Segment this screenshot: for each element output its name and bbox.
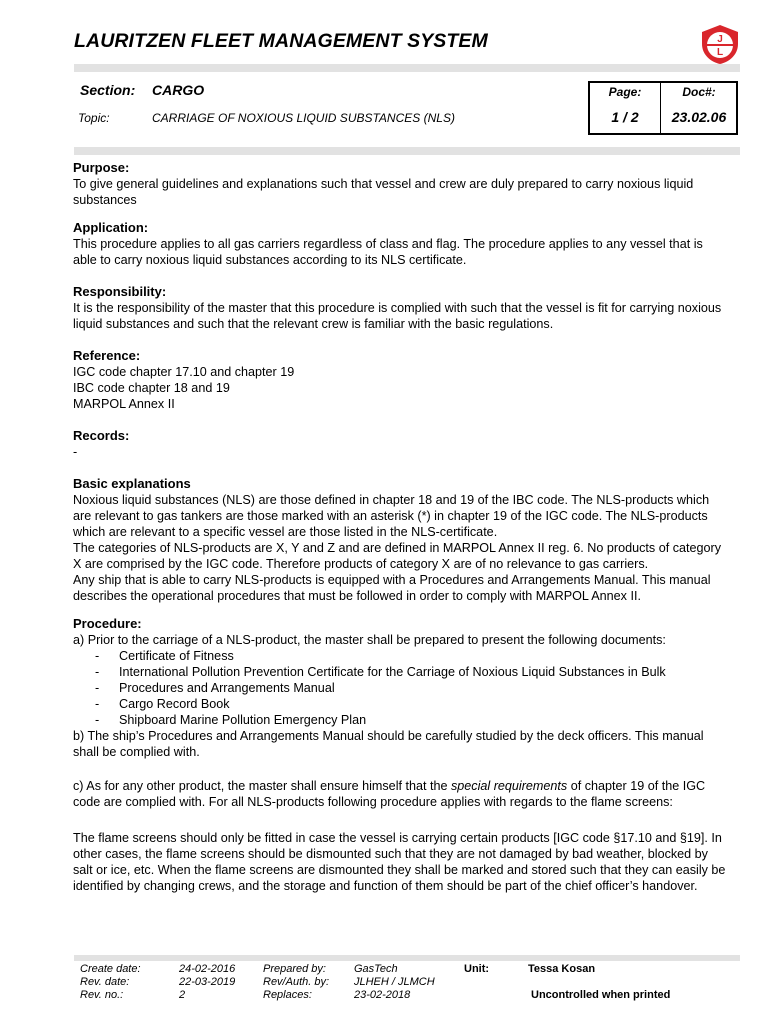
page-doc-box [588, 81, 738, 135]
procedure-heading: Procedure: [73, 616, 142, 631]
procedure-b: b) The ship’s Procedures and Arrangements Manual should be carefully studied by the deck officers. This manual shall be complied with. [73, 729, 704, 759]
rev-date-label: Rev. date: [80, 976, 130, 988]
flame-screen-text: The flame screens should only be fitted in case the vessel is carrying certain products [IGC code §17.10 and §19]. In other cases, the flame screens should be dismounted such that they are not damaged by bad weather, blocked by salt or ice, etc. When the flame screens are dismounted they shall be marked and stored such that they can easily be identified by changing crews, and the storage and function of them should be part of the chief officer’s handover. [73, 831, 726, 893]
basic-paragraph: Any ship that is able to carry NLS-products is equipped with a Procedures and Arrangements Manual. This manual describes the operational procedures that must be followed in order to comply with MARPOL Annex II. [73, 573, 711, 603]
basic-paragraph: The categories of NLS-products are X, Y and Z and are defined in MARPOL Annex II reg. 6. No products of category X are comprised by the IGC code. Therefore products of category X are of no relevance to gas carriers. [73, 541, 722, 571]
doc-label: Doc#: [682, 85, 716, 99]
documents-list [73, 648, 728, 728]
list-item: - Shipboard Marine Pollution Emergency Plan [73, 712, 728, 728]
unit-value: Tessa Kosan [528, 963, 596, 975]
responsibility-heading: Responsibility: [73, 284, 167, 299]
create-date-label: Create date: [80, 963, 141, 975]
procedure-section [73, 616, 728, 894]
reference-heading: Reference: [73, 348, 141, 363]
replaces-value: 23-02-2018 [354, 989, 411, 1001]
procedure-c: c) As for any other product, the master shall ensure himself that the special requirements of chapter 19 of the IGC code are complied with. For all NLS-products following procedure applies with regards to the flame screens: [73, 779, 706, 809]
reference-line: MARPOL Annex II [73, 397, 175, 411]
responsibility-text: It is the responsibility of the master that this procedure is complied with such that the vessel is fit for carrying noxious liquid substances and such that the relevant crew is familiar with the basic regulations. [73, 301, 722, 331]
page-value: 1 / 2 [611, 109, 639, 125]
create-date-value: 24-02-2016 [179, 963, 236, 975]
list-item: - Certificate of Fitness [73, 648, 728, 664]
section-value: CARGO [152, 82, 205, 98]
prepared-by-value: GasTech [354, 963, 398, 975]
records-text: - [73, 445, 78, 459]
procedure-a: a) Prior to the carriage of a NLS-product, the master shall be prepared to present the following documents: [73, 633, 666, 647]
reference-line: IBC code chapter 18 and 19 [73, 381, 230, 395]
records-heading: Records: [73, 428, 130, 443]
unit-label: Unit: [464, 963, 490, 975]
responsibility-section [73, 284, 728, 332]
reference-line: IGC code chapter 17.10 and chapter 19 [73, 365, 295, 379]
purpose-section [73, 160, 728, 208]
rev-auth-label: Rev/Auth. by: [263, 976, 330, 988]
prepared-by-label: Prepared by: [263, 963, 326, 975]
uncontrolled-note: Uncontrolled when printed [531, 989, 671, 1001]
application-section [73, 220, 728, 268]
basic-explanations-section [73, 476, 728, 604]
records-section [73, 428, 728, 460]
company-logo [698, 22, 742, 66]
topic-value: CARRIAGE OF NOXIOUS LIQUID SUBSTANCES (NLS) [152, 111, 455, 125]
page-label: Page: [608, 85, 642, 99]
svg-text:J: J [717, 34, 723, 45]
basic-paragraph: Noxious liquid substances (NLS) are those defined in chapter 18 and 19 of the IBC code. The NLS-products which are relevant to gas tankers are those marked with an asterisk (*) in chapter 19 of the IGC code. The NLS-products which are relevant to a specific vessel are those listed in the NLS-certificate. [73, 493, 710, 539]
doc-value: 23.02.06 [671, 109, 727, 125]
footer-bar [74, 955, 740, 961]
section-label: Section: [80, 82, 136, 98]
basic-heading: Basic explanations [73, 476, 191, 491]
rev-no-label: Rev. no.: [80, 989, 124, 1001]
application-heading: Application: [73, 220, 149, 235]
list-item: - Procedures and Arrangements Manual [73, 680, 728, 696]
purpose-heading: Purpose: [73, 160, 130, 175]
list-item: - International Pollution Prevention Certificate for the Carriage of Noxious Liquid Substances in Bulk [73, 664, 728, 680]
replaces-label: Replaces: [263, 989, 312, 1001]
header-bottom-bar [74, 147, 740, 155]
purpose-text: To give general guidelines and explanations such that vessel and crew are duly prepared to carry noxious liquid substances [73, 177, 694, 207]
rev-no-value: 2 [179, 989, 186, 1001]
application-text: This procedure applies to all gas carriers regardless of class and flag. The procedure applies to any vessel that is able to carry noxious liquid substances according to its NLS certificate. [73, 237, 703, 267]
rev-date-value: 22-03-2019 [179, 976, 236, 988]
header-top-bar [74, 64, 740, 72]
rev-auth-value: JLHEH / JLMCH [354, 976, 435, 988]
document-title: LAURITZEN FLEET MANAGEMENT SYSTEM [74, 30, 488, 52]
reference-section [73, 348, 728, 412]
list-item: - Cargo Record Book [73, 696, 728, 712]
document-body [73, 160, 728, 894]
svg-text:L: L [716, 47, 724, 58]
topic-label: Topic: [78, 111, 110, 125]
